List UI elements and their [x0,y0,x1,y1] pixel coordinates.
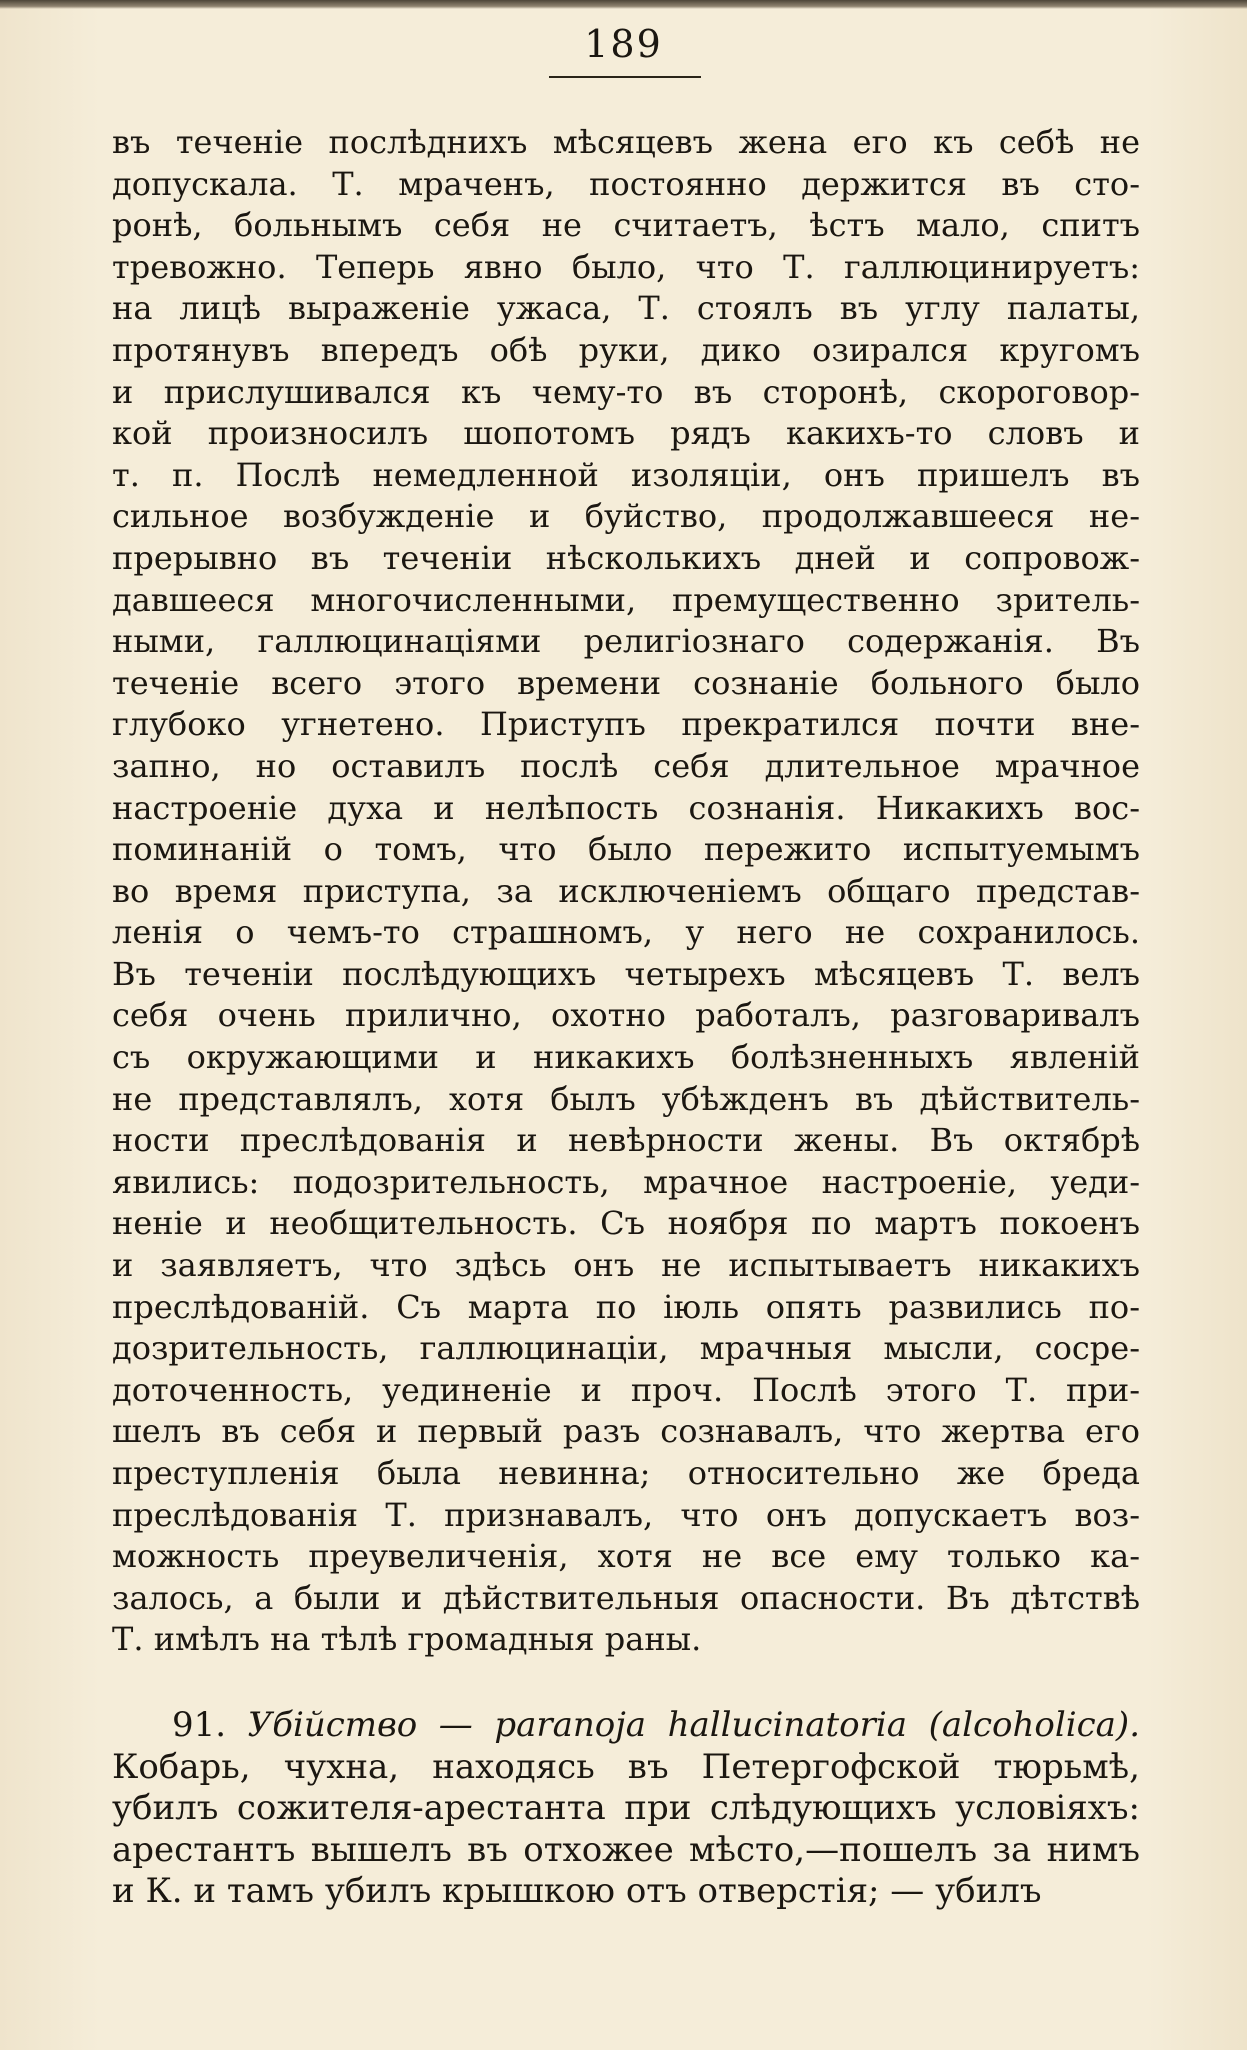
text-line: арестантъ вышелъ въ отхожее мѣсто,—пошелъ за нимъ [112,1829,1140,1870]
text-line: можность преувеличенія, хотя не все ему только ка- [112,1537,1140,1576]
text-line: неніе и необщительность. Съ ноября по мартъ покоенъ [112,1204,1140,1243]
text-line: Т. имѣлъ на тѣлѣ громадныя раны. [112,1620,702,1659]
text-line: явились: подозрительность, мрачное настроеніе, уеди- [112,1162,1140,1201]
text-line: ности преслѣдованія и невѣрности жены. Въ октябрѣ [112,1121,1140,1160]
text-line: доточенность, уединеніе и проч. Послѣ этого Т. при- [112,1370,1140,1409]
text-line: запно, но оставилъ послѣ себя длительное мрачное [112,746,1140,785]
text-line: ронѣ, больнымъ себя не считаетъ, ѣстъ мало, спитъ [112,206,1140,245]
text-line: прерывно въ теченіи нѣсколькихъ дней и сопровож- [112,538,1140,577]
text-line: и прислушивался къ чему-то въ сторонѣ, скороговор- [112,372,1140,411]
text-line: сильное возбужденіе и буйство, продолжавшееся не- [112,497,1140,536]
text-line: поминаній о томъ, что было пережито испытуемымъ [112,830,1140,869]
text-line: съ окружающими и никакихъ болѣзненныхъ явленій [112,1038,1140,1077]
paragraph-1 [112,122,1140,1661]
text-line: себя очень прилично, охотно работалъ, разговаривалъ [112,996,1140,1035]
text-line: тревожно. Теперь явно было, что Т. галлюцинируетъ: [112,247,1140,286]
text-line: въ теченіе послѣднихъ мѣсяцевъ жена его къ себѣ не [112,123,1140,161]
case-heading-line [112,1705,1140,1747]
text-line: протянувъ впередъ обѣ руки, дико озирался кругомъ [112,330,1140,369]
text-line: Кобарь, чухна, находясь въ Петергофской тюрьмѣ, [112,1746,1140,1787]
text-line: давшееся многочисленными, премущественно зритель- [112,580,1140,619]
text-line: глубоко угнетено. Приступъ прекратился почти вне- [112,705,1140,744]
header-rule [549,76,701,78]
text-line: кой произносилъ шопотомъ рядъ какихъ-то словъ и [112,414,1140,453]
text-line: теченіе всего этого времени сознаніе больного было [112,663,1140,702]
text-line: т. п. Послѣ немедленной изоляціи, онъ пришелъ въ [112,455,1140,494]
page-top-edge [0,0,1247,9]
text-line: не представлялъ, хотя былъ убѣжденъ въ дѣйствитель- [112,1079,1140,1118]
text-line: преступленія была невинна; относительно же бреда [112,1454,1140,1492]
text-line: преслѣдованій. Съ марта по іюль опять развились по- [112,1287,1140,1326]
text-line: допускала. Т. мраченъ, постоянно держится въ сто- [112,164,1140,203]
text-line: убилъ сожителя-арестанта при слѣдующихъ условіяхъ: [112,1788,1140,1829]
text-line: залось, а были и дѣйствительныя опасности. Въ дѣтствѣ [112,1578,1140,1617]
text-line: во время приступа, за исключеніемъ общаго представ- [112,871,1140,910]
text-line: настроеніе духа и нелѣпость сознанія. Никакихъ вос- [112,788,1140,827]
text-line: ными, галлюцинаціями религіознаго содержанія. Въ [112,622,1140,661]
body-text [112,122,1140,1913]
text-line: на лицѣ выраженіе ужаса, Т. стоялъ въ углу палаты, [112,289,1140,328]
paragraph-2 [112,1705,1140,1913]
text-line: и заявляетъ, что здѣсь онъ не испытываетъ никакихъ [112,1246,1140,1285]
case-title: Убійство — paranoja hallucinatoria (alcoholica). [247,1704,1141,1745]
text-line: Въ теченіи послѣдующихъ четырехъ мѣсяцевъ Т. велъ [112,954,1140,993]
text-line: преслѣдованія Т. признавалъ, что онъ допускаетъ воз- [112,1495,1140,1534]
page-number: 189 [584,22,663,66]
text-line: ленія о чемъ-то страшномъ, у него не сохранилось. [112,913,1140,952]
text-line: шелъ въ себя и первый разъ сознавалъ, что жертва его [112,1412,1140,1451]
text-line: дозрительность, галлюцинаціи, мрачныя мысли, сосре- [112,1329,1140,1368]
text-line: и К. и тамъ убилъ крышкою отъ отверстія; — убилъ [112,1871,1042,1912]
paragraph-gap [112,1661,1140,1705]
case-number: 91. [172,1704,227,1745]
